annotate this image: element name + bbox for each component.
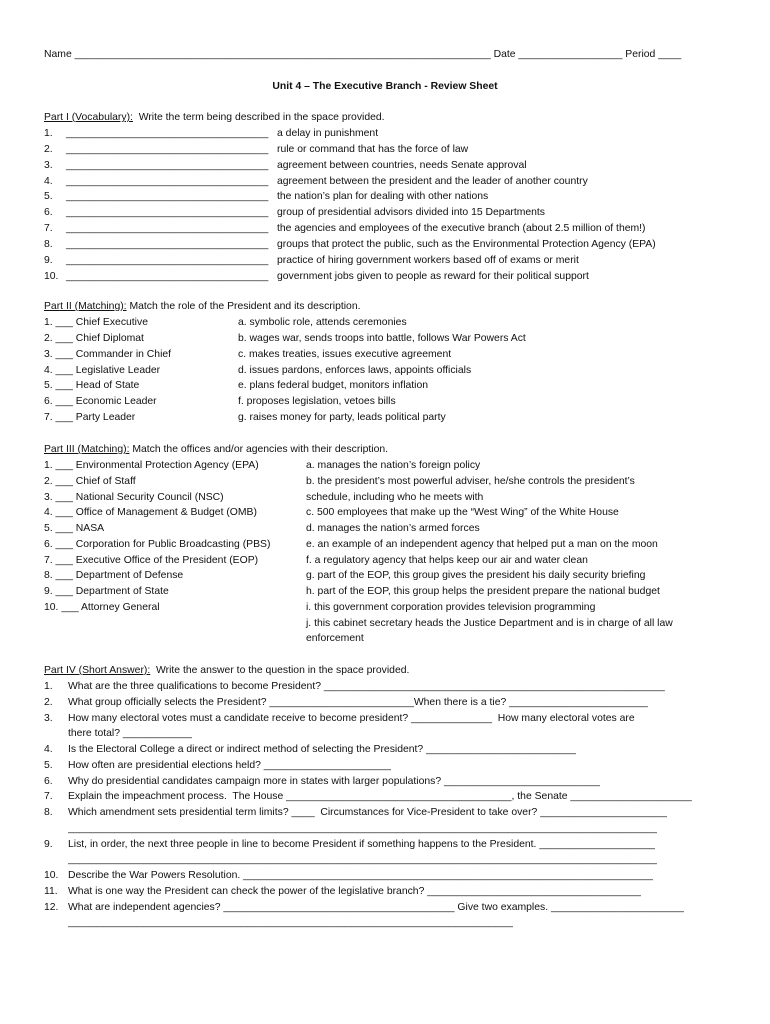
vocab-blank: ___________________________________: [66, 175, 269, 187]
question-text: ______________________________________________________________________________________________________: [68, 854, 658, 866]
part2-heading: Part II (Matching):: [44, 301, 127, 312]
vocab-blank: ___________________________________: [66, 143, 269, 155]
role-description: b. wages war, sends troops into battle, follows War Powers Act: [238, 332, 526, 344]
agency-description: g. part of the EOP, this group gives the president his daily security briefing: [306, 570, 646, 582]
part1-heading: Part I (Vocabulary):: [44, 112, 133, 123]
question-text: What are independent agencies? ________________________________________ Give two examples. _______________________: [68, 901, 684, 913]
agency-item: 9. ___ Department of State: [44, 586, 169, 597]
question-text: How often are presidential elections held? ______________________: [68, 759, 391, 771]
agency-item: 1. ___ Environmental Protection Agency (EPA): [44, 460, 259, 471]
question-text: Is the Electoral College a direct or indirect method of selecting the President? __________________________: [68, 744, 577, 755]
agency-item: 8. ___ Department of Defense: [44, 570, 184, 582]
question-text: Which amendment sets presidential term limits? ____ Circumstances for Vice-President to take over? ______________________: [68, 807, 668, 818]
name-date-period-line: Name ________________________________________________________________________ Date __________________ Period ____: [44, 49, 682, 60]
part4-heading: Part IV (Short Answer):: [44, 665, 151, 676]
role-item: 4. ___ Legislative Leader: [44, 364, 161, 376]
vocab-blank: ___________________________________: [66, 191, 269, 203]
agency-description: d. manages the nation’s armed forces: [306, 523, 480, 534]
question-number: 5.: [44, 759, 53, 771]
agency-item: 5. ___ NASA: [44, 523, 105, 534]
vocab-number: 7.: [44, 223, 53, 235]
agency-description: h. part of the EOP, this group helps the president prepare the national budget: [306, 586, 660, 597]
question-number: 10.: [44, 870, 59, 881]
question-text: Why do presidential candidates campaign more in states with larger populations? ___________________________: [68, 775, 601, 787]
question-number: 8.: [44, 807, 53, 818]
vocab-number: 10.: [44, 270, 59, 282]
vocab-number: 9.: [44, 254, 53, 266]
agency-description: enforcement: [306, 633, 364, 645]
question-number: 11.: [44, 885, 58, 897]
agency-description: j. this cabinet secretary heads the Justice Department and is in charge of all law: [306, 617, 673, 629]
vocab-blank: ___________________________________: [66, 128, 269, 139]
vocab-definition: a delay in punishment: [277, 128, 379, 139]
question-number: 4.: [44, 744, 53, 755]
vocab-definition: government jobs given to people as reward for their political support: [277, 270, 589, 282]
vocab-number: 8.: [44, 238, 53, 250]
vocab-definition: practice of hiring government workers based off of exams or merit: [277, 254, 579, 266]
vocab-number: 6.: [44, 207, 53, 219]
agency-description: b. the president’s most powerful adviser, he/she controls the president’s: [306, 475, 635, 487]
question-text: List, in order, the next three people in line to become President if something happens to the President. ____________________: [68, 838, 655, 850]
page-title: Unit 4 – The Executive Branch - Review Sheet: [272, 81, 498, 92]
vocab-number: 1.: [44, 128, 53, 139]
vocab-number: 3.: [44, 159, 53, 171]
agency-description: c. 500 employees that make up the “West Wing” of the White House: [306, 507, 619, 519]
role-item: 1. ___ Chief Executive: [44, 317, 148, 328]
question-text: What are the three qualifications to become President? ___________________________________________________________: [68, 681, 665, 692]
vocab-definition: the agencies and employees of the executive branch (about 2.5 million of them!): [277, 223, 646, 235]
question-text: _____________________________________________________________________________: [68, 917, 513, 929]
role-description: a. symbolic role, attends ceremonies: [238, 317, 407, 328]
question-number: 1.: [44, 681, 53, 692]
role-description: c. makes treaties, issues executive agreement: [238, 348, 452, 360]
agency-description: f. a regulatory agency that helps keep our air and water clean: [306, 554, 588, 566]
part2-instruction: Match the role of the President and its description.: [126, 301, 361, 312]
vocab-blank: ___________________________________: [66, 238, 269, 250]
question-number: 9.: [44, 838, 53, 850]
vocab-definition: agreement between countries, needs Senate approval: [277, 159, 527, 171]
part4-instruction: Write the answer to the question in the space provided.: [150, 665, 410, 676]
agency-item: 2. ___ Chief of Staff: [44, 475, 136, 487]
agency-item: 10. ___ Attorney General: [44, 601, 160, 613]
part2-heading-line: [44, 300, 361, 313]
agency-item: 3. ___ National Security Council (NSC): [44, 491, 224, 503]
role-description: g. raises money for party, leads political party: [238, 412, 446, 424]
agency-item: 4. ___ Office of Management & Budget (OMB): [44, 507, 257, 519]
agency-description: i. this government corporation provides television programming: [306, 601, 596, 613]
agency-item: 6. ___ Corporation for Public Broadcasting (PBS): [44, 538, 271, 550]
question-text: How many electoral votes must a candidate receive to become president? ______________ How many electoral votes are: [68, 712, 635, 724]
vocab-number: 5.: [44, 191, 53, 203]
agency-description: e. an example of an independent agency that helped put a man on the moon: [306, 538, 658, 550]
vocab-blank: ___________________________________: [66, 223, 269, 235]
vocab-definition: groups that protect the public, such as the Environmental Protection Agency (EPA): [277, 238, 656, 250]
vocab-definition: group of presidential advisors divided into 15 Departments: [277, 207, 546, 219]
question-number: 7.: [44, 791, 53, 803]
vocab-number: 4.: [44, 175, 53, 187]
question-text: Describe the War Powers Resolution. _______________________________________________________________________: [68, 870, 654, 881]
agency-description: schedule, including who he meets with: [306, 491, 484, 503]
vocab-definition: rule or command that has the force of law: [277, 143, 469, 155]
question-text: there total? ____________: [68, 728, 193, 740]
role-item: 5. ___ Head of State: [44, 380, 140, 392]
vocab-definition: agreement between the president and the leader of another country: [277, 175, 588, 187]
question-number: 6.: [44, 775, 53, 787]
vocab-blank: ___________________________________: [66, 270, 269, 282]
vocab-blank: ___________________________________: [66, 207, 269, 219]
agency-item: 7. ___ Executive Office of the President (EOP): [44, 554, 259, 566]
vocab-blank: ___________________________________: [66, 254, 269, 266]
question-number: 2.: [44, 696, 53, 708]
vocab-blank: ___________________________________: [66, 159, 269, 171]
role-description: d. issues pardons, enforces laws, appoints officials: [238, 364, 472, 376]
agency-description: a. manages the nation’s foreign policy: [306, 460, 481, 471]
vocab-definition: the nation’s plan for dealing with other nations: [277, 191, 489, 203]
question-number: 12.: [44, 901, 59, 913]
part1-instruction: Write the term being described in the space provided.: [132, 112, 385, 123]
role-item: 7. ___ Party Leader: [44, 412, 136, 424]
role-item: 6. ___ Economic Leader: [44, 396, 157, 408]
question-text: What group officially selects the President? _________________________When there is a tie? ________________________: [68, 696, 648, 708]
role-item: 2. ___ Chief Diplomat: [44, 332, 144, 344]
question-number: 3.: [44, 712, 53, 724]
question-text: What is one way the President can check the power of the legislative branch? _____________________________________: [68, 885, 642, 897]
part4-heading-line: [44, 664, 409, 677]
role-description: e. plans federal budget, monitors inflation: [238, 380, 429, 392]
vocab-number: 2.: [44, 143, 53, 155]
part3-instruction: Match the offices and/or agencies with their description.: [129, 444, 389, 455]
role-item: 3. ___ Commander in Chief: [44, 348, 172, 360]
part3-heading: Part III (Matching):: [44, 444, 130, 455]
question-text: ______________________________________________________________________________________________________: [68, 822, 658, 834]
role-description: f. proposes legislation, vetoes bills: [238, 396, 396, 408]
part3-heading-line: [44, 443, 388, 456]
part1-heading-line: [44, 111, 385, 124]
question-text: Explain the impeachment process. The House _______________________________________, the Senate _____________________: [68, 791, 692, 803]
